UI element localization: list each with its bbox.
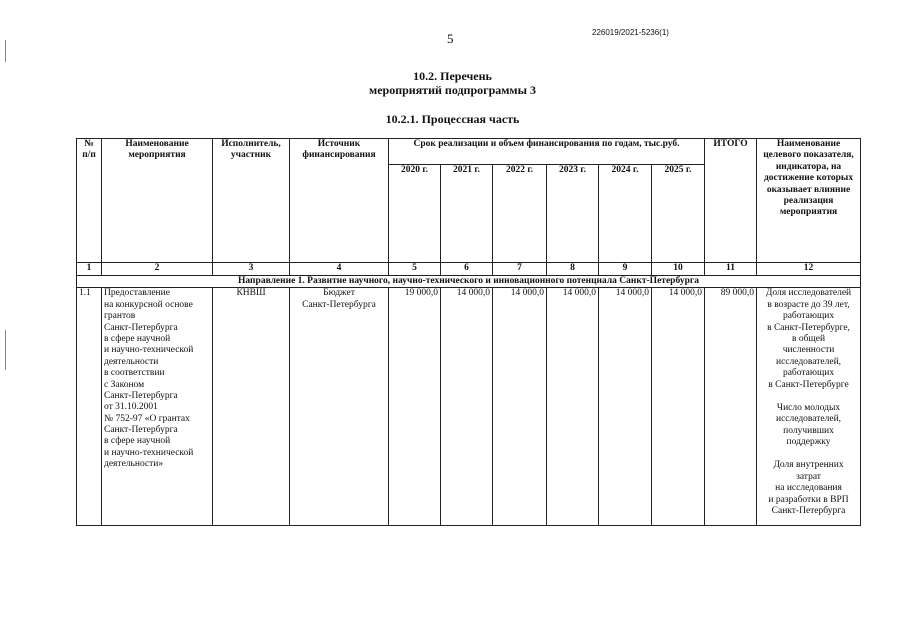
indicator-line: в возрасте до 39 лет, xyxy=(767,299,850,310)
row-name-line: грантов xyxy=(104,311,136,322)
header-total: ИТОГО xyxy=(705,139,757,263)
column-number: 9 xyxy=(599,263,652,276)
section-subtitle: 10.2.1. Процессная часть xyxy=(385,112,520,126)
row-name xyxy=(102,288,213,526)
indicator-line: в Санкт-Петербурге, xyxy=(767,322,850,333)
row-name-line: в сфере научной xyxy=(104,333,171,344)
header-year: 2020 г. xyxy=(389,165,441,263)
direction-row: Направление 1. Развитие научного, научно-технического и инновационного потенциала Санкт-Петербурга xyxy=(77,276,861,288)
row-name-line: и научно-технической xyxy=(104,345,194,356)
indicator-line: Число молодых xyxy=(776,402,841,413)
row-value-2024: 14 000,0 xyxy=(599,288,652,526)
header-source: Источник финансирования xyxy=(290,139,389,263)
header-name: Наименование мероприятия xyxy=(102,139,213,263)
header-year: 2025 г. xyxy=(652,165,705,263)
row-source-line: Санкт-Петербурга xyxy=(302,299,376,310)
row-name-line: от 31.10.2001 xyxy=(104,402,158,413)
row-name-line: деятельности xyxy=(104,356,159,367)
row-source xyxy=(290,288,389,526)
document-title-line2: мероприятий подпрограммы 3 xyxy=(369,83,536,97)
row-indicators xyxy=(757,288,861,526)
header-year: 2024 г. xyxy=(599,165,652,263)
row-name-line: Санкт-Петербурга xyxy=(104,322,178,333)
indicator-line: в Санкт-Петербурге xyxy=(768,379,849,390)
measures-table xyxy=(76,138,861,526)
header-num: № п/п xyxy=(77,139,102,263)
row-name-line: на конкурсной основе xyxy=(104,299,193,310)
indicator-line: и разработки в ВРП xyxy=(768,494,849,505)
row-name-line: № 752-97 «О грантах xyxy=(104,413,190,424)
indicator-line: Доля внутренних xyxy=(773,460,844,471)
row-name-line: и научно-технической xyxy=(104,447,194,458)
row-name-line: с Законом xyxy=(104,379,145,390)
column-number: 6 xyxy=(441,263,493,276)
indicator-line: поддержку xyxy=(786,437,831,448)
row-value-2022: 14 000,0 xyxy=(493,288,547,526)
row-name-line: Санкт-Петербурга xyxy=(104,425,178,436)
header-year: 2021 г. xyxy=(441,165,493,263)
indicator-line: затрат xyxy=(796,471,821,482)
indicator-line: на исследования xyxy=(775,483,842,494)
row-name-line: в сфере научной xyxy=(104,436,171,447)
column-number: 3 xyxy=(213,263,290,276)
column-number: 1 xyxy=(77,263,102,276)
row-name-line: Предоставление xyxy=(104,288,170,299)
column-number: 8 xyxy=(547,263,599,276)
row-name-line: в соответствии xyxy=(104,368,165,379)
indicator-line: в общей xyxy=(791,333,826,344)
row-name-line: Санкт-Петербурга xyxy=(104,390,178,401)
row-value-2023: 14 000,0 xyxy=(547,288,599,526)
indicator-line: Санкт-Петербурга xyxy=(771,506,846,517)
column-number: 10 xyxy=(652,263,705,276)
indicator-line: работающих xyxy=(782,311,835,322)
indicator-line: Доля исследователей xyxy=(765,288,852,299)
scan-edge-mark xyxy=(5,330,6,370)
indicator-line: численности xyxy=(782,345,835,356)
row-value-2020: 19 000,0 xyxy=(389,288,441,526)
page-number: 5 xyxy=(447,31,454,46)
indicator-line: получивших xyxy=(783,425,834,436)
header-year: 2022 г. xyxy=(493,165,547,263)
column-number: 4 xyxy=(290,263,389,276)
row-name-line: деятельности» xyxy=(104,459,164,470)
indicator-line: исследователей, xyxy=(775,414,842,425)
document-title: 10.2. Перечень xyxy=(413,69,492,83)
row-executor: КНВШ xyxy=(213,288,290,526)
column-number: 2 xyxy=(102,263,213,276)
scan-edge-mark xyxy=(5,40,6,62)
document-id: 226019/2021-5236(1) xyxy=(592,28,669,37)
column-number: 5 xyxy=(389,263,441,276)
paragraph-gap xyxy=(759,448,858,460)
row-source-line: Бюджет xyxy=(323,288,355,299)
indicator-line: работающих xyxy=(782,368,835,379)
paragraph-gap xyxy=(759,391,858,403)
row-num: 1.1 xyxy=(77,288,102,526)
header-year: 2023 г. xyxy=(547,165,599,263)
column-number: 12 xyxy=(757,263,861,276)
header-indicator: Наименование целевого показателя, индикатора, на достижение которых оказывает влияние реализация мероприятия xyxy=(757,139,861,263)
column-number: 7 xyxy=(493,263,547,276)
row-total: 89 000,0 xyxy=(705,288,757,526)
indicator-line: исследователей, xyxy=(775,356,842,367)
row-value-2025: 14 000,0 xyxy=(652,288,705,526)
column-number: 11 xyxy=(705,263,757,276)
header-period: Срок реализации и объем финансирования по годам, тыс.руб. xyxy=(389,139,705,165)
row-value-2021: 14 000,0 xyxy=(441,288,493,526)
header-executor: Исполнитель, участник xyxy=(213,139,290,263)
